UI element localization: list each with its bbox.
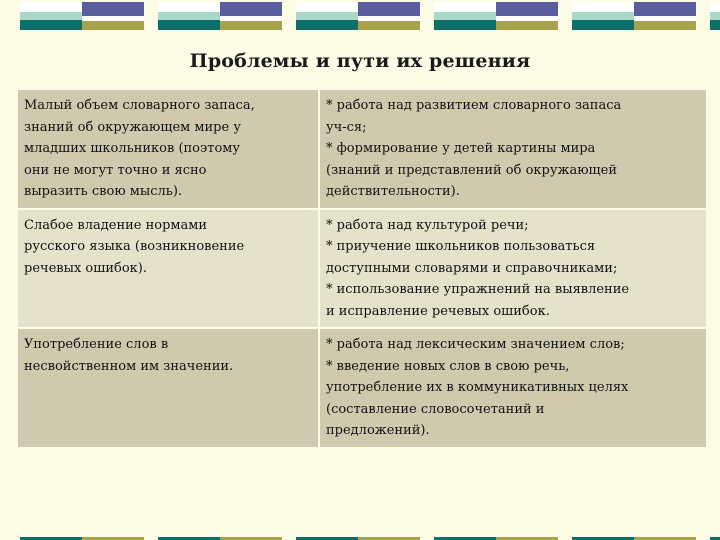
bottom-decorative-band bbox=[0, 530, 720, 540]
band-tile-green bbox=[158, 20, 220, 30]
solution-text-line: * использование упражнений на выявление bbox=[326, 282, 630, 297]
table-row bbox=[18, 328, 707, 448]
problem-cell bbox=[18, 90, 319, 209]
solution-text-line: доступными словарями и справочниками; bbox=[326, 260, 618, 276]
band-tile-mint bbox=[710, 12, 720, 20]
band-tile-green bbox=[434, 20, 496, 30]
band-tile-green bbox=[20, 20, 82, 30]
band-tile-white bbox=[82, 16, 144, 21]
band-tile-purple bbox=[496, 2, 558, 16]
band-tile-white bbox=[220, 16, 282, 21]
band-tile-white bbox=[158, 2, 220, 12]
band-tile-mint bbox=[158, 12, 220, 20]
solution-cell bbox=[319, 328, 707, 448]
solution-text-line: действительности). bbox=[326, 184, 460, 199]
band-tile-white bbox=[572, 2, 634, 12]
solution-text-line: * работа над развитием словарного запаса bbox=[326, 98, 622, 113]
band-tile-purple bbox=[634, 2, 696, 16]
band-tile-white bbox=[434, 2, 496, 12]
band-tile-white bbox=[20, 2, 82, 12]
band-tile-green bbox=[296, 20, 358, 30]
problem-text-line: младших школьников (поэтому bbox=[24, 141, 241, 156]
band-tile-mint bbox=[20, 12, 82, 20]
table-row bbox=[18, 209, 707, 329]
band-tile-olive bbox=[634, 21, 696, 30]
band-tile-green bbox=[710, 20, 720, 30]
top-band-pattern bbox=[0, 0, 720, 36]
band-tile-olive bbox=[82, 21, 144, 30]
band-tile-green bbox=[572, 20, 634, 30]
solution-text-line: предложений). bbox=[326, 423, 430, 438]
band-tile-white bbox=[634, 16, 696, 21]
problem-cell bbox=[18, 209, 319, 329]
problem-text-line: несвойственном им значении. bbox=[24, 358, 234, 374]
band-tile-purple bbox=[358, 2, 420, 16]
band-tile-olive bbox=[358, 21, 420, 30]
solution-text-line: (составление словосочетаний и bbox=[326, 401, 545, 417]
problem-cell bbox=[18, 328, 319, 448]
band-tile-purple bbox=[82, 2, 144, 16]
band-tile-mint bbox=[434, 12, 496, 20]
band-tile-white bbox=[296, 2, 358, 12]
problem-text-line: речевых ошибок). bbox=[24, 260, 147, 276]
bottom-band-pattern bbox=[0, 535, 720, 540]
solution-text-line: употребление их в коммуникативных целях bbox=[326, 380, 629, 395]
solution-cell bbox=[319, 209, 707, 329]
slide-title: Проблемы и пути их решения bbox=[189, 50, 531, 72]
problem-text-line: Малый объем словарного запаса, bbox=[24, 98, 255, 113]
band-tile-white bbox=[358, 16, 420, 21]
problem-text-line: Слабое владение нормами bbox=[24, 217, 208, 233]
solution-text-line: * введение новых слов в свою речь, bbox=[326, 358, 570, 374]
band-tile-white bbox=[710, 2, 720, 12]
solution-text-line: * работа над лексическим значением слов; bbox=[326, 337, 625, 352]
band-tile-white bbox=[496, 16, 558, 21]
solution-text-line: * работа над культурой речи; bbox=[326, 217, 529, 233]
top-decorative-band bbox=[0, 0, 720, 36]
problem-text-line: они не могут точно и ясно bbox=[24, 162, 207, 178]
band-tile-mint bbox=[296, 12, 358, 20]
solution-text-line: * формирование у детей картины мира bbox=[326, 141, 596, 156]
problems-solutions-table bbox=[18, 90, 708, 449]
band-tile-purple bbox=[220, 2, 282, 16]
problem-text-line: Употребление слов в bbox=[24, 337, 169, 352]
table-row bbox=[18, 90, 707, 209]
problem-text-line: выразить свою мысль). bbox=[24, 184, 183, 199]
solution-text-line: (знаний и представлений об окружающей bbox=[326, 162, 617, 178]
problem-text-line: русского языка (возникновение bbox=[24, 239, 245, 254]
band-tile-mint bbox=[572, 12, 634, 20]
band-tile-olive bbox=[496, 21, 558, 30]
band-tile-olive bbox=[220, 21, 282, 30]
solution-text-line: * приучение школьников пользоваться bbox=[326, 239, 596, 254]
solution-text-line: уч-ся; bbox=[326, 119, 367, 135]
problem-text-line: знаний об окружающем мире у bbox=[24, 119, 241, 135]
solution-cell bbox=[319, 90, 707, 209]
solution-text-line: и исправление речевых ошибок. bbox=[326, 303, 550, 319]
